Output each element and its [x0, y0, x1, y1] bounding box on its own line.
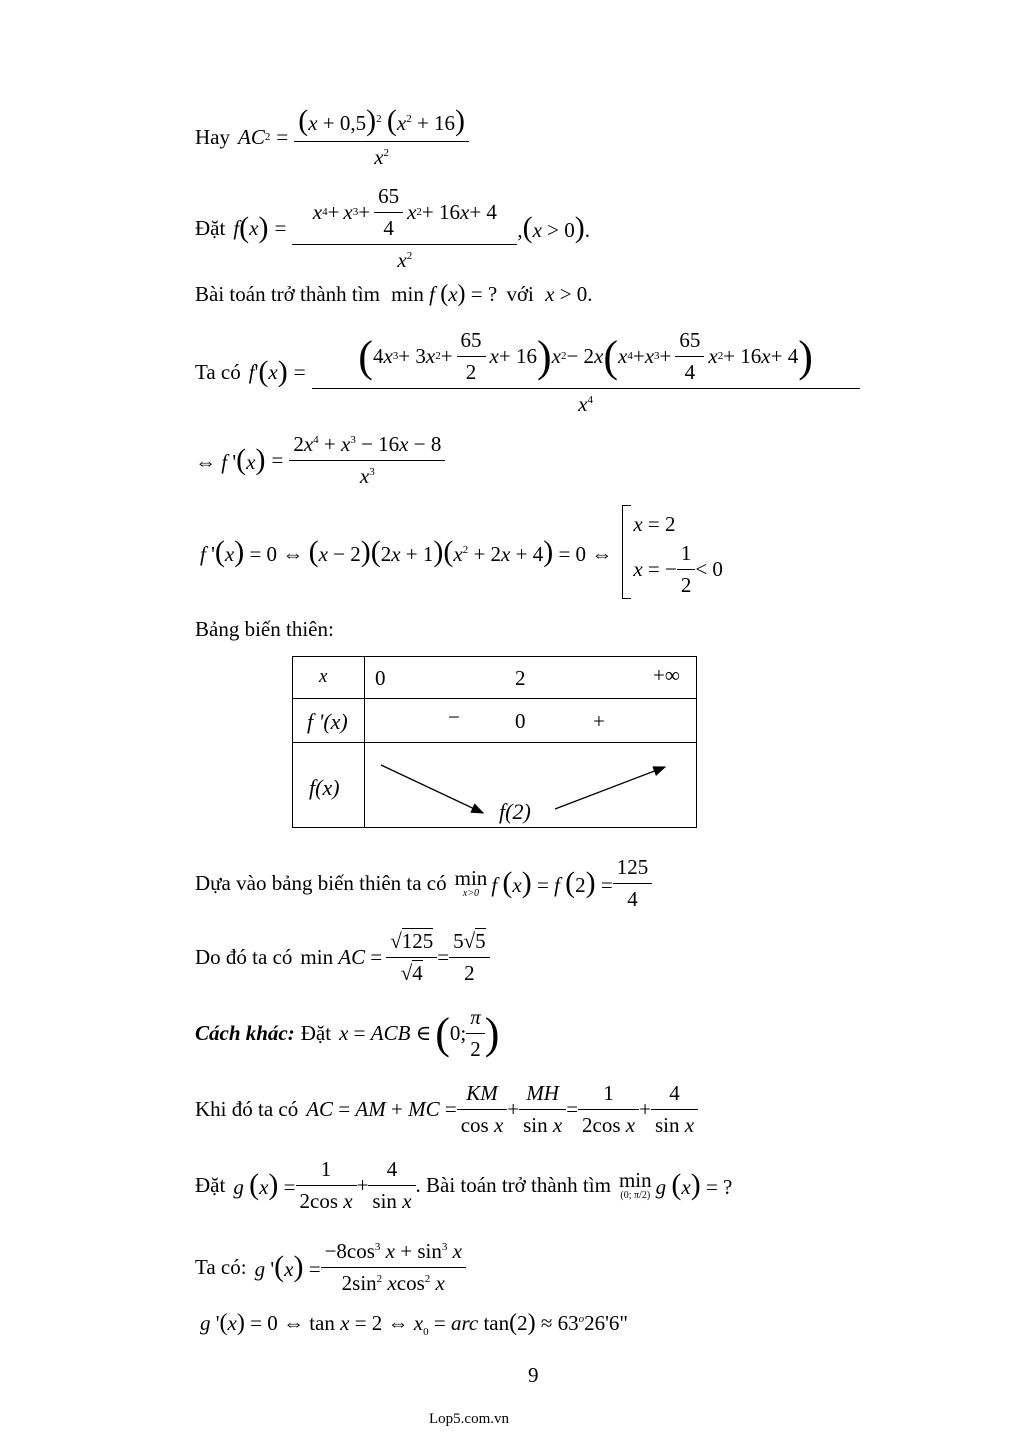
line-gprime-zero: g '(x) = 0 ⇔ tan x = 2 ⇔ $x_0$ = arc $\tan(2) \approx 63^o26'6$" — [200, 1310, 628, 1339]
table-xinf: +∞ — [653, 663, 680, 687]
table-row-fprime-label: f '(x) — [307, 709, 348, 734]
khido-label: Khi đó ta có — [195, 1096, 299, 1121]
table-x2: 2 — [515, 666, 526, 690]
line-baitoan1: Bài toán trở thành tìm min f (x) = ? với x > 0. — [195, 281, 593, 307]
cachkhac-label: Cách khác: — [195, 1020, 295, 1045]
table-x0: 0 — [375, 666, 386, 690]
variation-arrows — [293, 657, 696, 827]
decreasing-arrow — [381, 765, 483, 813]
result-fraction: $\frac{5√5}{2}$ — [449, 929, 490, 986]
sqrt-fraction: $\frac{√125}{√4}$ — [386, 929, 437, 986]
table-f2: f(2) — [499, 799, 531, 824]
baitoan1-label: Bài toán trở thành tìm — [195, 282, 380, 306]
hay-label: Hay — [195, 124, 230, 149]
line-taco-gprime: Ta có: g '(x) = $\frac{-8\cos^3 x + \sin^3 x}{2\sin^2 xcos^2 x}$ — [195, 1234, 466, 1300]
table-row-f-label: f(x) — [309, 775, 340, 800]
table-sign-zero: 0 — [515, 709, 526, 733]
gprime-fraction: $\frac{-8\cos^3 x + \sin^3 x}{2\sin^2 xcos^2 x}$ — [321, 1239, 466, 1296]
line-fprime-zero: f '(x) = 0 ⇔ $(x - 2)(2x + 1)(x^2 + 2x + 4) = 0$ ⇔ x = 2 x = − $\frac{1}{2}$ < 0 — [200, 504, 723, 600]
table-sign-minus: − — [448, 705, 460, 729]
taco1-label: Ta có — [195, 359, 241, 384]
footer-site: Lop5.com.vn — [429, 1411, 509, 1427]
line-dat-f: Đặt f ( x ) = x 4 + x 3 + $\frac{65}{4}$ x 2 + 16 x + 4 $x^2$ ,(x > 0). — [195, 183, 591, 272]
increasing-arrow — [555, 767, 665, 809]
line-dua-vao: Dựa vào bảng biến thiên ta có min x>0 f (x) = f (2) = $\frac{125}{4}$ — [195, 852, 652, 914]
line-taco-fprime: Ta có f ' ( x ) = ( 4 x 3 + 3 x 2 + $\frac{65}{2}$ x + 16 ) x 2 − 2 x ( x 4 + x 3 + $\frac{65}{4}$ x 2 + 16 x + 4 ) $x^4$ — [195, 322, 860, 422]
fprime-fraction: ( 4 x 3 + 3 x 2 + $\frac{65}{2}$ x + 16 ) x 2 − 2 x ( x 4 + x 3 + $\frac{65}{4}$ x 2 + 16 x + 4 ) $x^4$ — [312, 328, 860, 417]
ac-squared-fraction: $\frac{(x + 0,5)^2 (x^2 + 16)}{x^2}$ — [294, 104, 469, 170]
baitoan2-label: . Bài toán trở thành tìm — [415, 1172, 611, 1197]
taco2-label: Ta có: — [195, 1254, 247, 1279]
line-khi-do: Khi đó ta có AC = AM + MC = $\frac{KM}{\text{cos x}}$ + $\frac{MH}{\text{sin x}}$ = $\frac{1}{\text{2cos x}}$ + $\frac{4}{\text{sin x}}$ — [195, 1078, 698, 1140]
table-row-x-label: x — [319, 666, 328, 687]
line-hay: Hay AC 2 = $\frac{(x + 0,5)^2 (x^2 + 16)}{x^2}$ — [195, 104, 469, 170]
table-sign-plus: + — [593, 709, 605, 733]
solution-bracket — [622, 505, 631, 599]
line-cach-khac: Cách khác: Đặt x = ACB ∈ ( 0; $\frac{\pi}{2}$ ) — [195, 1004, 500, 1061]
line-dat-g: Đặt g (x) = $\frac{1}{\text{2cos x}}$ + $\frac{4}{\text{sin x}}$ . Bài toán trở thành tìm min (0; π/2) g (x) = ? — [195, 1156, 733, 1213]
f-definition-fraction: x 4 + x 3 + $\frac{65}{4}$ x 2 + 16 x + 4 $x^2$ — [292, 184, 517, 273]
line-do-do: Do đó ta có min AC = $\frac{√125}{√4}$ = $\frac{5√5}{2}$ — [195, 926, 490, 988]
line-bang-bien-thien: Bảng biến thiên: — [195, 617, 334, 641]
fprime-simplified-fraction: $\frac{2x^4 + x^3 - 16x - 8}{x^3}$ — [289, 432, 445, 489]
dat1-label: Đặt — [195, 215, 226, 240]
line-equiv-fprime: ⇔ f '(x) = $\frac{2x^4 + x^3 - 16x - 8}{x^3}$ — [195, 430, 445, 490]
cachkhac-tail: Đặt — [300, 1020, 332, 1045]
dodo-label: Do đó ta có — [195, 944, 293, 969]
duavao-label: Dựa vào bảng biến thiên ta có — [195, 870, 447, 895]
variation-table — [292, 656, 697, 828]
page-number: 9 — [528, 1363, 539, 1387]
baitoan1-tail: với — [506, 282, 534, 306]
min-value-fraction: $\frac{125}{4}$ — [613, 855, 653, 912]
dat2-label: Đặt — [195, 1172, 226, 1197]
